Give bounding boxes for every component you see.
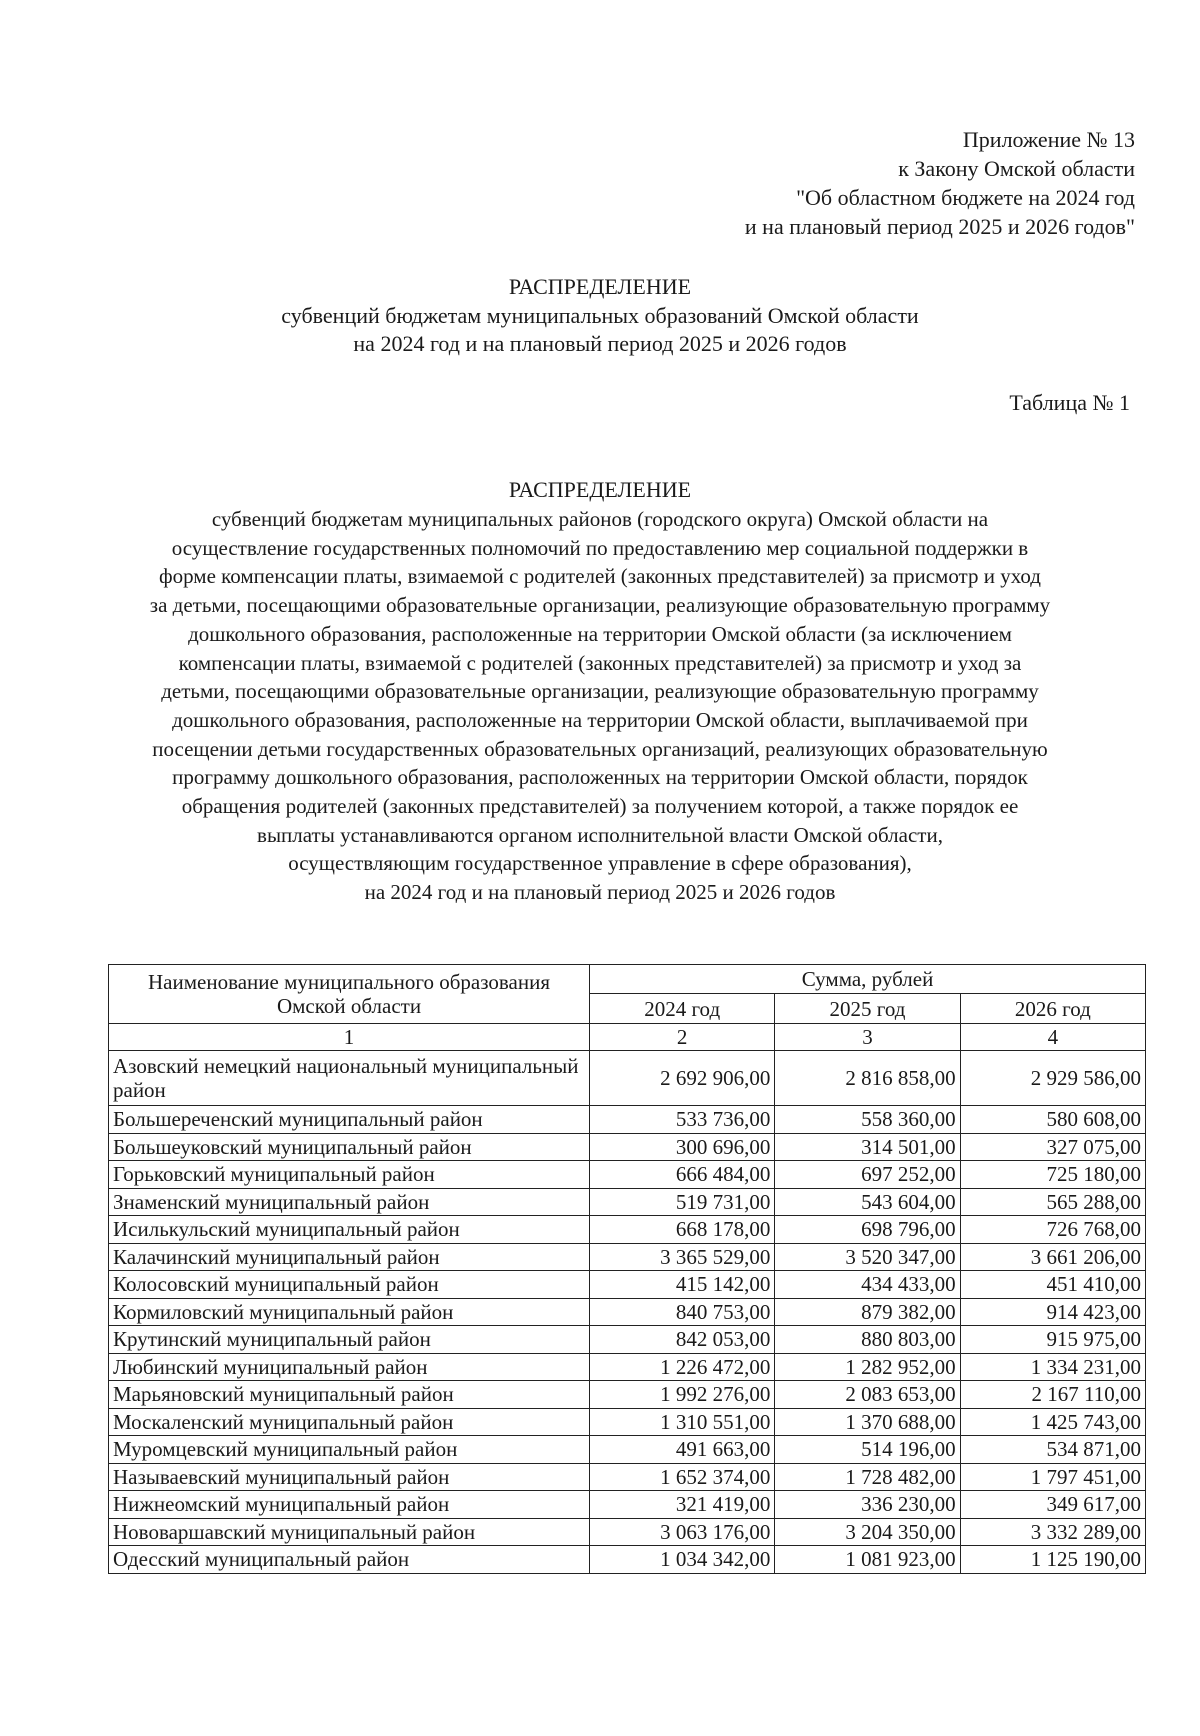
amount-2026: 1 425 743,00 (960, 1408, 1145, 1436)
amount-2025: 1 728 482,00 (775, 1463, 960, 1491)
municipality-name: Колосовский муниципальный район (109, 1271, 590, 1299)
appendix-number: Приложение № 13 (962, 127, 1135, 152)
amount-2026: 534 871,00 (960, 1436, 1145, 1464)
amount-2024: 1 226 472,00 (590, 1353, 775, 1381)
description-line: детьми, посещающими образовательные организации, реализующие образовательную программу (161, 679, 1039, 704)
column-number: 1 (109, 1024, 590, 1051)
amount-2024: 415 142,00 (590, 1271, 775, 1299)
table-row (109, 1353, 1146, 1381)
amount-2026: 451 410,00 (960, 1271, 1145, 1299)
description-line: обращения родителей (законных представителей) за получением которой, а также порядок ее (181, 794, 1019, 819)
amount-2024: 668 178,00 (590, 1216, 775, 1244)
municipality-name: Исилькульский муниципальный район (109, 1216, 590, 1244)
municipality-name: Большереченский муниципальный район (109, 1106, 590, 1134)
table-row (109, 1271, 1146, 1299)
table-row (109, 1436, 1146, 1464)
header-sum: Сумма, рублей (590, 965, 1146, 994)
amount-2024: 519 731,00 (590, 1188, 775, 1216)
header-year-2026: 2026 год (960, 994, 1145, 1024)
description-line: посещении детьми государственных образовательных организаций, реализующих образовательную (152, 736, 1048, 761)
column-number: 4 (960, 1024, 1145, 1051)
amount-2025: 880 803,00 (775, 1326, 960, 1354)
amount-2025: 3 204 350,00 (775, 1518, 960, 1546)
column-number: 2 (590, 1024, 775, 1051)
amount-2025: 558 360,00 (775, 1106, 960, 1134)
description-line: на 2024 год и на плановый период 2025 и 2026 годов (364, 880, 836, 905)
header-year-2024: 2024 год (590, 994, 775, 1024)
main-subtitle-line2: на 2024 год и на плановый период 2025 и 2026 годов (353, 331, 847, 356)
appendix-law-ref: к Закону Омской области (898, 156, 1135, 181)
table-row (109, 1216, 1146, 1244)
amount-2024: 3 365 529,00 (590, 1243, 775, 1271)
description-line: программу дошкольного образования, расположенных на территории Омской области, порядок (172, 765, 1028, 790)
amount-2026: 915 975,00 (960, 1326, 1145, 1354)
description-line: выплаты устанавливаются органом исполнительной власти Омской области, (257, 822, 943, 847)
amount-2026: 1 125 190,00 (960, 1546, 1145, 1574)
amount-2026: 2 929 586,00 (960, 1051, 1145, 1106)
table-row (109, 1463, 1146, 1491)
table-heading: РАСПРЕДЕЛЕНИЕ (508, 477, 692, 502)
main-subtitle-line1: субвенций бюджетам муниципальных образований Омской области (281, 303, 919, 328)
municipality-name: Горьковский муниципальный район (109, 1161, 590, 1189)
description-line: за детьми, посещающими образовательные организации, реализующие образовательную программу (149, 593, 1051, 618)
column-number: 3 (775, 1024, 960, 1051)
amount-2025: 2 083 653,00 (775, 1381, 960, 1409)
municipality-name: Азовский немецкий национальный муниципальный район (109, 1051, 590, 1106)
table-row (109, 1298, 1146, 1326)
amount-2024: 321 419,00 (590, 1491, 775, 1519)
amount-2026: 725 180,00 (960, 1161, 1145, 1189)
table-row (109, 1546, 1146, 1574)
description-line: осуществляющим государственное управление в сфере образования), (288, 851, 912, 876)
amount-2026: 565 288,00 (960, 1188, 1145, 1216)
description-line: форме компенсации платы, взимаемой с родителей (законных представителей) за присмотр и уход (159, 564, 1041, 589)
header-name-column: Наименование муниципального образования Омской области (109, 965, 590, 1024)
municipality-name: Калачинский муниципальный район (109, 1243, 590, 1271)
amount-2026: 3 332 289,00 (960, 1518, 1145, 1546)
municipality-name: Нижнеомский муниципальный район (109, 1491, 590, 1519)
description-line: компенсации платы, взимаемой с родителей (законных представителей) за присмотр и уход за (178, 650, 1022, 675)
amount-2024: 842 053,00 (590, 1326, 775, 1354)
table-row (109, 1051, 1146, 1106)
amount-2024: 491 663,00 (590, 1436, 775, 1464)
amount-2025: 3 520 347,00 (775, 1243, 960, 1271)
table-row (109, 1133, 1146, 1161)
amount-2025: 697 252,00 (775, 1161, 960, 1189)
amount-2026: 1 797 451,00 (960, 1463, 1145, 1491)
municipality-name: Большеуковский муниципальный район (109, 1133, 590, 1161)
amount-2024: 1 652 374,00 (590, 1463, 775, 1491)
table-row (109, 1243, 1146, 1271)
municipality-name: Москаленский муниципальный район (109, 1408, 590, 1436)
amount-2025: 1 282 952,00 (775, 1353, 960, 1381)
municipality-name: Знаменский муниципальный район (109, 1188, 590, 1216)
amount-2026: 1 334 231,00 (960, 1353, 1145, 1381)
amount-2026: 3 661 206,00 (960, 1243, 1145, 1271)
amount-2025: 1 370 688,00 (775, 1408, 960, 1436)
amount-2026: 349 617,00 (960, 1491, 1145, 1519)
table-row (109, 1161, 1146, 1189)
municipality-name: Марьяновский муниципальный район (109, 1381, 590, 1409)
amount-2026: 327 075,00 (960, 1133, 1145, 1161)
amount-2026: 2 167 110,00 (960, 1381, 1145, 1409)
description-line: дошкольного образования, расположенные на территории Омской области (за исключением (188, 621, 1012, 646)
table-row (109, 1326, 1146, 1354)
amount-2025: 879 382,00 (775, 1298, 960, 1326)
appendix-law-period: и на плановый период 2025 и 2026 годов" (744, 214, 1135, 239)
table-row (109, 1381, 1146, 1409)
municipality-name: Кормиловский муниципальный район (109, 1298, 590, 1326)
table-row (109, 1188, 1146, 1216)
amount-2026: 726 768,00 (960, 1216, 1145, 1244)
table-row (109, 1408, 1146, 1436)
municipality-name: Любинский муниципальный район (109, 1353, 590, 1381)
amount-2025: 2 816 858,00 (775, 1051, 960, 1106)
main-heading: РАСПРЕДЕЛЕНИЕ (508, 274, 692, 299)
description-line: субвенций бюджетам муниципальных районов (городского округа) Омской области на (211, 507, 989, 531)
subvention-table (108, 964, 1146, 1574)
amount-2024: 1 992 276,00 (590, 1381, 775, 1409)
amount-2025: 336 230,00 (775, 1491, 960, 1519)
municipality-name: Крутинский муниципальный район (109, 1326, 590, 1354)
municipality-name: Называевский муниципальный район (109, 1463, 590, 1491)
municipality-name: Одесский муниципальный район (109, 1546, 590, 1574)
amount-2024: 3 063 176,00 (590, 1518, 775, 1546)
amount-2025: 1 081 923,00 (775, 1546, 960, 1574)
municipality-name: Нововаршавский муниципальный район (109, 1518, 590, 1546)
amount-2026: 580 608,00 (960, 1106, 1145, 1134)
municipality-name: Муромцевский муниципальный район (109, 1436, 590, 1464)
table-row (109, 1106, 1146, 1134)
amount-2025: 543 604,00 (775, 1188, 960, 1216)
description-line: дошкольного образования, расположенные на территории Омской области, выплачиваемой при (172, 707, 1028, 732)
amount-2024: 2 692 906,00 (590, 1051, 775, 1106)
amount-2024: 300 696,00 (590, 1133, 775, 1161)
table-description (110, 505, 1090, 907)
amount-2024: 533 736,00 (590, 1106, 775, 1134)
amount-2026: 914 423,00 (960, 1298, 1145, 1326)
table-number-label: Таблица № 1 (1009, 390, 1130, 415)
amount-2024: 1 034 342,00 (590, 1546, 775, 1574)
description-line: осуществление государственных полномочий по предоставлению мер социальной поддержки в (171, 535, 1029, 560)
amount-2024: 666 484,00 (590, 1161, 775, 1189)
header-year-2025: 2025 год (775, 994, 960, 1024)
amount-2025: 698 796,00 (775, 1216, 960, 1244)
amount-2024: 1 310 551,00 (590, 1408, 775, 1436)
appendix-law-title: "Об областном бюджете на 2024 год (796, 185, 1135, 210)
amount-2024: 840 753,00 (590, 1298, 775, 1326)
amount-2025: 314 501,00 (775, 1133, 960, 1161)
amount-2025: 514 196,00 (775, 1436, 960, 1464)
table-row (109, 1518, 1146, 1546)
table-row (109, 1491, 1146, 1519)
amount-2025: 434 433,00 (775, 1271, 960, 1299)
appendix-header (575, 125, 1135, 241)
